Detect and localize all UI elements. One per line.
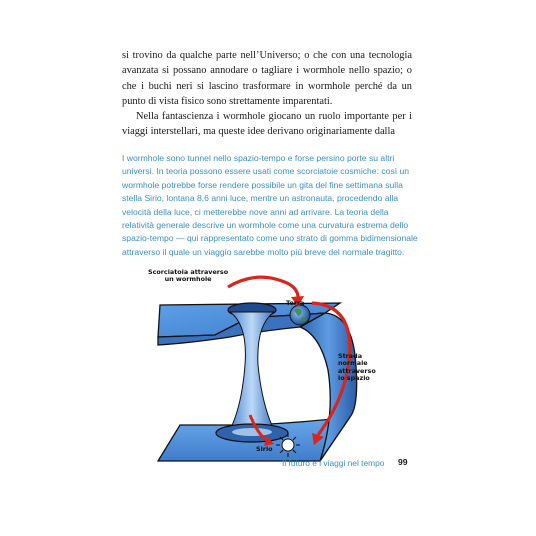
earth-icon bbox=[290, 305, 310, 325]
label-earth: Terra bbox=[286, 299, 305, 307]
label-sirius: Sirio bbox=[256, 445, 273, 453]
running-footer-title: Il futuro e i viaggi nel tempo bbox=[282, 458, 385, 468]
page-number: 99 bbox=[398, 457, 408, 467]
figure-caption: I wormhole sono tunnel nello spazio-tempo e forse persino porte su altri universi. In teoria possono essere usati come scorciatoie cosmiche: così un wormhole potrebbe forse rendere possibile un gita del fine settimana sulla stella Sirio, lontana 8,6 anni luce, mentre un astronauta, procedendo alla velocità della luce, ci metterebbe nove anni ad arrivare. La teoria della relatività generale descrive un wormhole come una curvatura estrema dello spazio-tempo — qui rappresentato come uno strato di gomma bidimensionale attraverso il quale un viaggio sarebbe molto più breve del normale tragitto. bbox=[122, 153, 418, 257]
body-paragraph-1: si trovino da qualche parte nell’Universo; o che con una tecnologia avanzata si possano annodare o tagliare i wormhole nello spazio; o che i buchi neri si lascino trasformare in wormhole perché da un punto di vista fisico sono strettamente imparentati. bbox=[122, 50, 412, 107]
body-paragraph-2: Nella fantascienza i wormhole giocano un ruolo importante per i viaggi interstellari, ma queste idee derivano originariamente dalla bbox=[122, 111, 412, 138]
body-text bbox=[122, 48, 412, 140]
wormhole-illustration bbox=[150, 265, 410, 465]
shortcut-arrow bbox=[228, 277, 298, 301]
label-shortcut: Scorciatoia attraverso un wormhole bbox=[148, 268, 229, 284]
label-normal-route: Strada normale attraverso lo spazio bbox=[338, 352, 376, 383]
